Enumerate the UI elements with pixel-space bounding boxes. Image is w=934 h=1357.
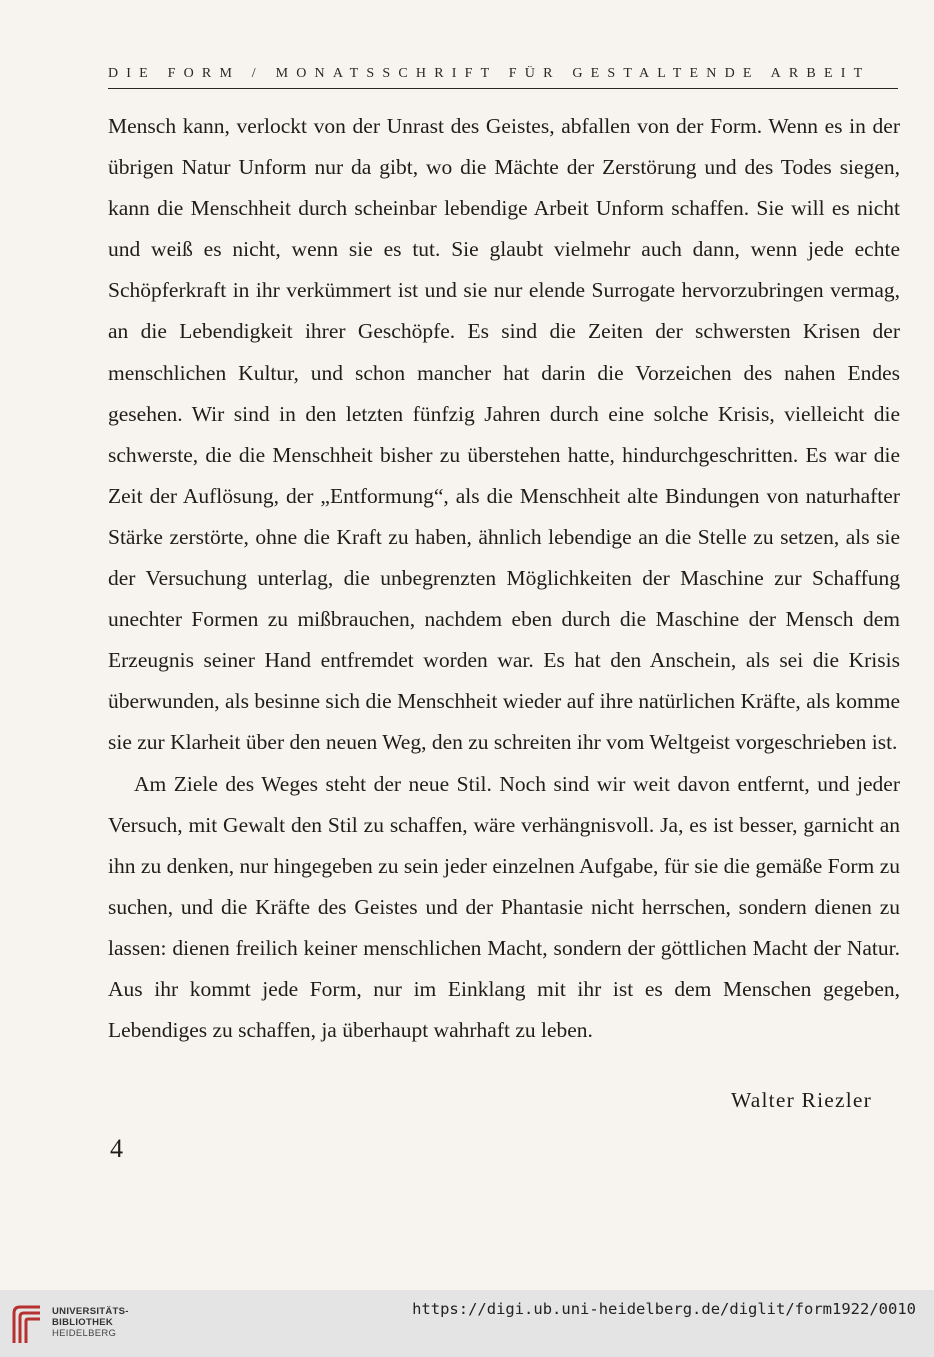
library-name-line-1: UNIVERSITÄTS- (52, 1306, 129, 1317)
running-head: DIE FORM / MONATSSCHRIFT FÜR GESTALTENDE ARBEIT (108, 66, 871, 81)
source-url-link[interactable]: https://digi.ub.uni-heidelberg.de/diglit/form1922/0010 (412, 1300, 916, 1318)
library-name (52, 1306, 129, 1339)
author-signature: Walter Riezler (730, 1088, 872, 1112)
page-number: 4 (110, 1134, 123, 1163)
header-rule (108, 88, 898, 89)
article-body (108, 106, 900, 1051)
paragraph-1: Mensch kann, verlockt von der Unrast des Geistes, abfallen von der Form. Wenn es in der übrigen Natur Unform nur da gibt, wo die Mächte der Zerstörung und des Todes siegen, kann die Menschheit durch scheinbar lebendige Arbeit Unform schaffen. Sie will es nicht und weiß es nicht, wenn sie es tut. Sie glaubt vielmehr auch dann, wenn jede echte Schöpferkraft in ihr verkümmert ist und sie nur elende Surrogate hervorzubringen vermag, an die Lebendigkeit ihrer Geschöpfe. Es sind die Zeiten der schwersten Krisen der menschlichen Kultur, und schon mancher hat darin die Vorzeichen des nahen Endes gesehen. Wir sind in den letzten fünfzig Jahren durch eine solche Krisis, vielleicht die schwerste, die die Menschheit bisher zu überstehen hatte, hindurchgeschritten. Es war die Zeit der Auflösung, der „Entformung“, als die Menschheit alte Bindungen von naturhafter Stärke zerstörte, ohne die Kraft zu haben, ähnlich lebendige an die Stelle zu setzen, als sie der Versuchung unterlag, die unbegrenzten Möglichkeiten der Maschine zur Schaffung unechter Formen zu mißbrauchen, nachdem eben durch die Maschine der Mensch dem Erzeugnis seiner Hand entfremdet worden war. Es hat den Anschein, als sei die Krisis überwunden, als besinne sich die Menschheit wieder auf ihre natürlichen Kräfte, als komme sie zur Klarheit über den neuen Weg, den zu schreiten ihr vom Weltgeist vorgeschrieben ist. (108, 114, 900, 755)
library-name-line-2: BIBLIOTHEK (52, 1317, 114, 1328)
library-logo-icon (10, 1303, 46, 1347)
library-name-line-3: HEIDELBERG (52, 1328, 117, 1339)
paragraph-2: Am Ziele des Weges steht der neue Stil. Noch sind wir weit davon entfernt, und jeder Versuch, mit Gewalt den Stil zu schaffen, wäre verhängnisvoll. Ja, es ist besser, garnicht an ihn zu denken, nur hingegeben zu sein jeder einzelnen Aufgabe, für sie die gemäße Form zu suchen, und die Kräfte des Geistes und der Phantasie nicht herrschen, sondern dienen zu lassen: dienen freilich keiner menschlichen Macht, sondern der göttlichen Macht der Natur. Aus ihr kommt jede Form, nur im Einklang mit ihr ist es dem Menschen gegeben, Lebendiges zu schaffen, ja überhaupt wahrhaft zu leben. (108, 771, 900, 1043)
